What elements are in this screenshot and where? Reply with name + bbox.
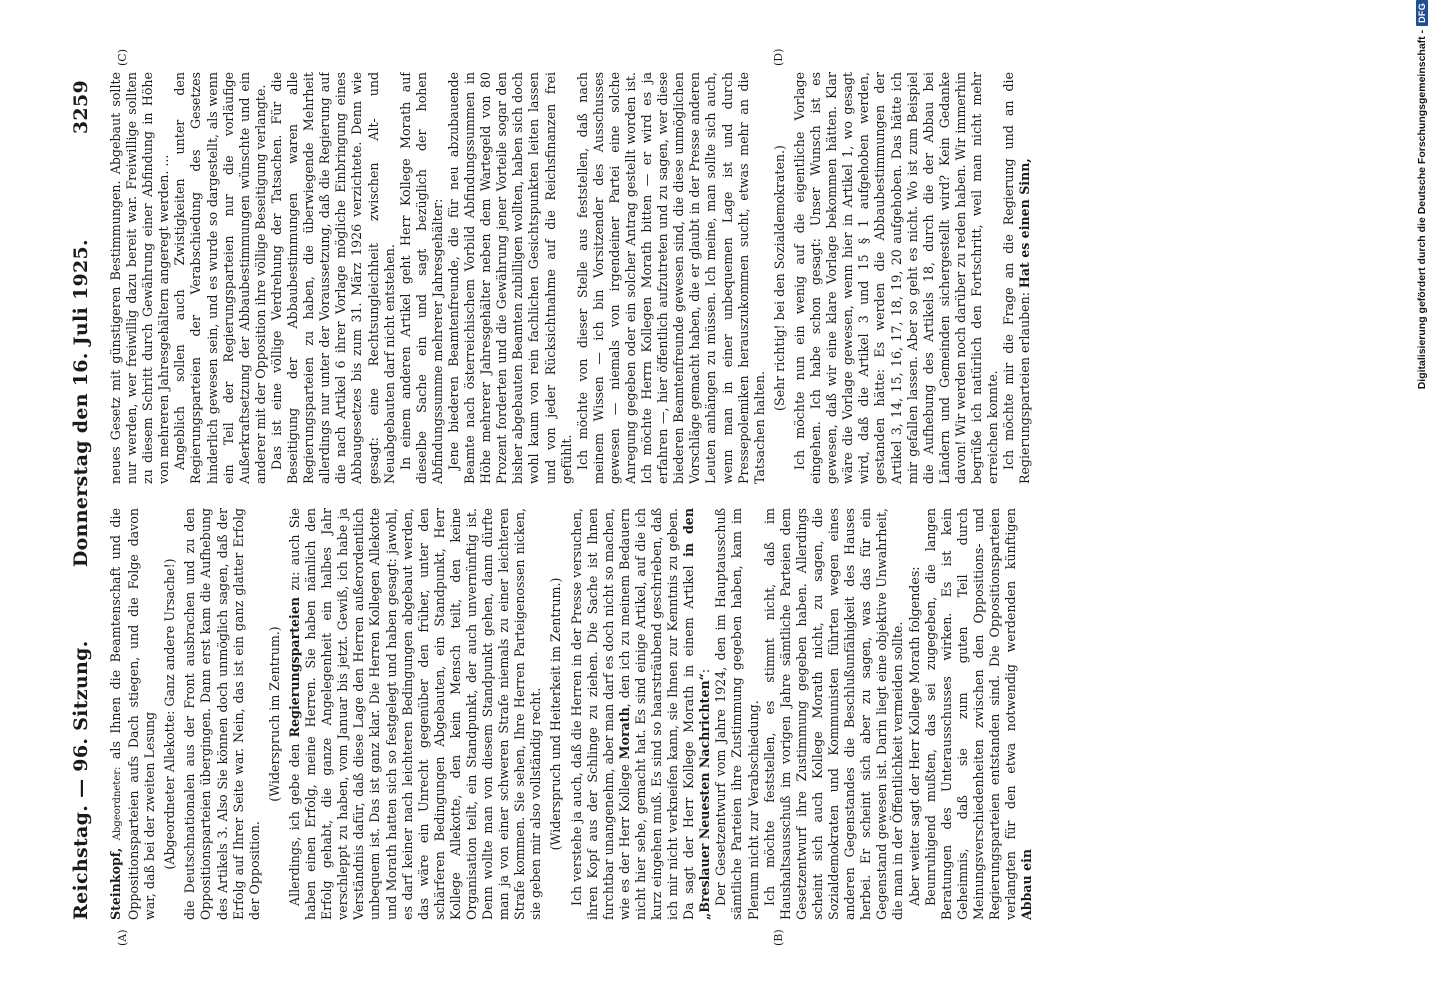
speaker-role: Abgeordneter:: [112, 766, 123, 841]
quote-paragraph: Der Gesetzentwurf vom Jahre 1924, den im Hauptausschuß sämtliche Parteien ihre Zustimmung gegeben haben, kam im Plenum nicht zur Verabschiedung.: [713, 508, 761, 920]
paragraph: Das ist eine völlige Verdrehung der Tatsachen. Für die Beseitigung der Abbaubestimmungen waren alle Regierungsparteien zu haben, die überwiegende Mehrheit allerdings nur unter der Voraussetzung, daß die Regierung auf die nach Artikel 6 ihrer Vorlage mögliche Einbringung eines Abbaugesetzes bis zum 31. März 1926 verzichtete. Denn wie gesagt: eine Rechtsungleichheit zwischen Alt- und Neuabgebauten darf nicht entstehen.: [268, 72, 397, 484]
header-session: Reichstag. — 96. Sitzung.: [70, 640, 92, 920]
speaker-name: Steinkopf,: [108, 847, 123, 920]
paragraph-text: :: [697, 668, 713, 674]
paragraph-text: , den ich zu meinem Bedauern nicht hier sehe, gemacht hat. Es sind einige Artikel, auf die ich kurz eingehen muß. Es sind so haarsträubend geschrieben, daß ich mir nicht verkneifen kann, sie Ihnen zur Kenntnis zu geben. Da sagt der Herr Kollege Morath in einem Artikel: [616, 508, 697, 920]
paragraph: Ich möchte von dieser Stelle aus feststellen, daß nach meinem Wissen — ich bin Vorsitzender des Ausschusses gewesen — niemals von irgendeiner Partei eine solche Anregung gegeben oder ein solcher Antrag gestellt worden ist. Ich möchte Herrn Kollegen Morath bitten — er wird es ja erfahren —, hier öffentlich aufzutreten und zu sagen, wer diese biederen Beamtenfreunde gewesen sind, die diese unmöglichen Vorschläge gemacht haben, die er glaubt in der Presse anderen Leuten anhängen zu müssen. Ich meine, man sollte sich auch, wenn man in einer unbequemen Lage ist und durch Pressepolemiken herauszukommen sucht, etwas mehr an die Tatsachen halten.: [574, 72, 767, 484]
paragraph-text: Ich verstehe ja auch, daß die Herren in der Presse versuchen, ihren Kopf aus der Schlinge zu ziehen. Die Sache ist Ihnen furchtbar unangenehm, aber man darf es doch nicht so machen, wie es der Herr Kollege: [568, 508, 632, 920]
paragraph-text: zu: auch Sie haben einen Erfolg, meine Herren. Sie haben nämlich den Erfolg gehabt, die ganze Angelegenheit ein halbes Jahr verschleppt zu haben, vom Januar bis jetzt. Gewiß, ich habe ja Verständnis dafür, daß diese Lage den Herren außerordentlich unbequem ist. Das ist ganz klar. Die Herren Kollegen Allekotte und Morath hatten sich so festgelegt und haben gesagt: jawohl, es darf keiner nach leichteren Bedingungen abgebaut werden, das wäre ein Unrecht gegenüber den früher, unter den schärferen Bedingungen Abgebauten, ein Standpunkt, Herr Kollege Allekotte, den kein Mensch teilt, den keine Organisation teilt, ein Standpunkt, der auch unvernünftig ist. Denn wollte man von diesem Standpunkt gehen, dann dürfte man ja von einer schweren Strafe niemals zu einer leichteren Strafe kommen. Sie sehen, Ihre Herren Parteigenossen nicken, sie geben mir also vollständig recht.: [286, 508, 544, 920]
paragraph-text: als Ihnen die Beamtenschaft und die Oppositionsparteien aufs Dach stiegen, und die Folge davon war, daß bei der zweiten Lesung: [108, 508, 158, 920]
paragraph: Ich möchte nun ein wenig auf die eigentliche Vorlage eingehen. Ich habe schon gesagt: Unser Wunsch ist es gewesen, daß wir eine klare Vorlage bekommen hätten. Klar wäre die Vorlage gewesen, wenn hier in Artikel 1, wo gesagt wird, daß die Artikel 3 und 15 § 1 aufgehoben werden, gestanden hätte: Es werden die Abbaubestimmungen der Artikel 3, 14, 15, 16, 17, 18, 19, 20 aufgehoben. Das hätte ich mir gefallen lassen. Aber so geht es nicht. Wo ist zum Beispiel die Aufhebung des Artikels 18, durch die der Abbau bei Ländern und Gemeinden sichergestellt wird? Kein Gedanke davon! Wir werden noch darüber zu reden haben. Wir immerhin begrüße ich natürlich den Fortschritt, weil man nicht mehr erreichen konnte.: [791, 72, 1001, 484]
header-date: Donnerstag den 16. Juli 1925.: [70, 239, 92, 568]
margin-marker-a: (A): [116, 929, 129, 946]
emphasis-text: Hat es einen Sinn,: [1017, 158, 1033, 289]
page-number: 3259: [70, 80, 92, 135]
dfg-logo: DFG: [1416, 0, 1428, 26]
margin-marker-d: (D): [772, 48, 785, 66]
paragraph: Aber weiter sagt der Herr Kollege Morath folgendes:: [906, 566, 922, 906]
paragraph: die Deutschnationalen aus der Front ausbrachen und zu den Oppositionsparteien übergingen. Dann erst kam die Aufhebung des Artikels 3. Also Sie können doch unmöglich sagen, daß der Erfolg auf Ihrer Seite war. Nein, das ist ein ganz glatter Erfolg der Opposition.: [182, 508, 262, 920]
quote-paragraph: neues Gesetz mit günstigeren Bestimmungen. Abgebaut sollte nur werden, wer freiwillig dazu bereit war. Freiwillige sollten zu diesem Schritt durch Gewährung einer Abfindung in Höhe von mehreren Jahresgehältern angeregt werden. ...: [108, 72, 172, 484]
quote-paragraph: [923, 508, 1036, 920]
interjection: (Widerspruch im Zentrum.): [266, 626, 282, 802]
emphasis-text: Regierungsparteien: [286, 597, 302, 738]
interjection: (Widerspruch und Heiterkeit im Zentrum.): [548, 577, 564, 851]
digitization-credit: [1412, 0, 1432, 1000]
paragraph-text: Ich möchte mir die Frage an die Regierung und an die Regierungsparteien erlauben:: [1001, 72, 1033, 484]
paragraph: [287, 508, 545, 920]
page-header: [70, 80, 98, 920]
paragraph-text: Allerdings, ich gebe den: [286, 737, 302, 906]
paragraph-text: Beunruhigend mußten, das sei zugegeben, die langen Beratungen des Unterausschusses wirken. Es ist kein Geheimnis, daß sie zum guten Teil durch Meinungsverschiedenheiten zwischen den Oppositions- und Regierungsparteien entstanden sind. Die Oppositionsparteien verlangten für den etwa notwendig werdenden künftigen: [922, 508, 1019, 920]
paragraph: In einem anderen Artikel geht Herr Kollege Morath auf dieselbe Sache ein und sagt bezüglich der hohen Abfindungssumme mehrerer Jahresgehälter:: [397, 72, 445, 484]
emphasis-text: in den „Breslauer Neuesten Nachrichten“: [681, 508, 713, 920]
paragraph: [569, 508, 714, 920]
interjection: (Sehr richtig! bei den Sozialdemokraten.): [771, 145, 787, 411]
quote-paragraph: Jene biederen Beamtenfreunde, die für neu abzubauende Beamte nach österreichischem Vorbild Abfindungssummen in Höhe mehrerer Jahresgehälter neben dem Wartegeld von 80 Prozent forderten und die Gewährung jener Vorteile sogar den bisher abgebauten Beamten zubilligen wollten, haben sich doch wohl kaum von rein fachlichen Gesichtspunkten leiten lassen und von jeder Rücksichtnahme auf die Reichsfinanzen frei gefühlt.: [445, 72, 574, 484]
credit-text: Digitalisierung gefördert durch die Deutsche Forschungsgemeinschaft -: [1416, 29, 1428, 390]
paragraph: [108, 508, 158, 920]
credit-text-block: [1414, 0, 1430, 900]
right-column: [108, 72, 1362, 484]
emphasis-text: Morath: [616, 707, 632, 760]
paragraph: [1001, 72, 1033, 484]
margin-marker-c: (C): [116, 49, 129, 66]
margin-marker-b: (B): [772, 929, 785, 946]
paragraph: Ich möchte feststellen, es stimmt nicht, daß im Haushaltsausschuß im vorigen Jahre sämtliche Parteien dem Gesetzentwurf ihre Zustimmung gegeben haben. Allerdings scheint sich auch Kollege Morath nicht, zu sagen, die Sozialdemokraten und Kommunisten führten wegen eines anderen Gegenstandes die Beschlußunfähigkeit des Hauses herbei. Er scheint sich aber zu sagen, was das für ein Gegenstand gewesen ist. Darin liegt eine objektive Unwahrheit, die man in der Öffentlichkeit vermeiden sollte.: [761, 508, 906, 920]
emphasis-text: Abbau ein: [1019, 848, 1035, 920]
interjection: (Abgeordneter Allekotte: Ganz andere Ursache!): [162, 558, 178, 870]
scanned-page: [52, 50, 1382, 950]
quote-paragraph: Angeblich sollen auch Zwistigkeiten unter den Regierungsparteien der Verabschiedung des Gesetzes hinderlich gewesen sein, und es wurde so dargestellt, als wenn ein Teil der Regierungsparteien nur die vorläufige Außerkraftsetzung der Abbaubestimmungen wünschte und ein anderer mit der Opposition ihre völlige Beseitigung verlangte.: [172, 72, 268, 484]
left-column: [108, 508, 1362, 920]
